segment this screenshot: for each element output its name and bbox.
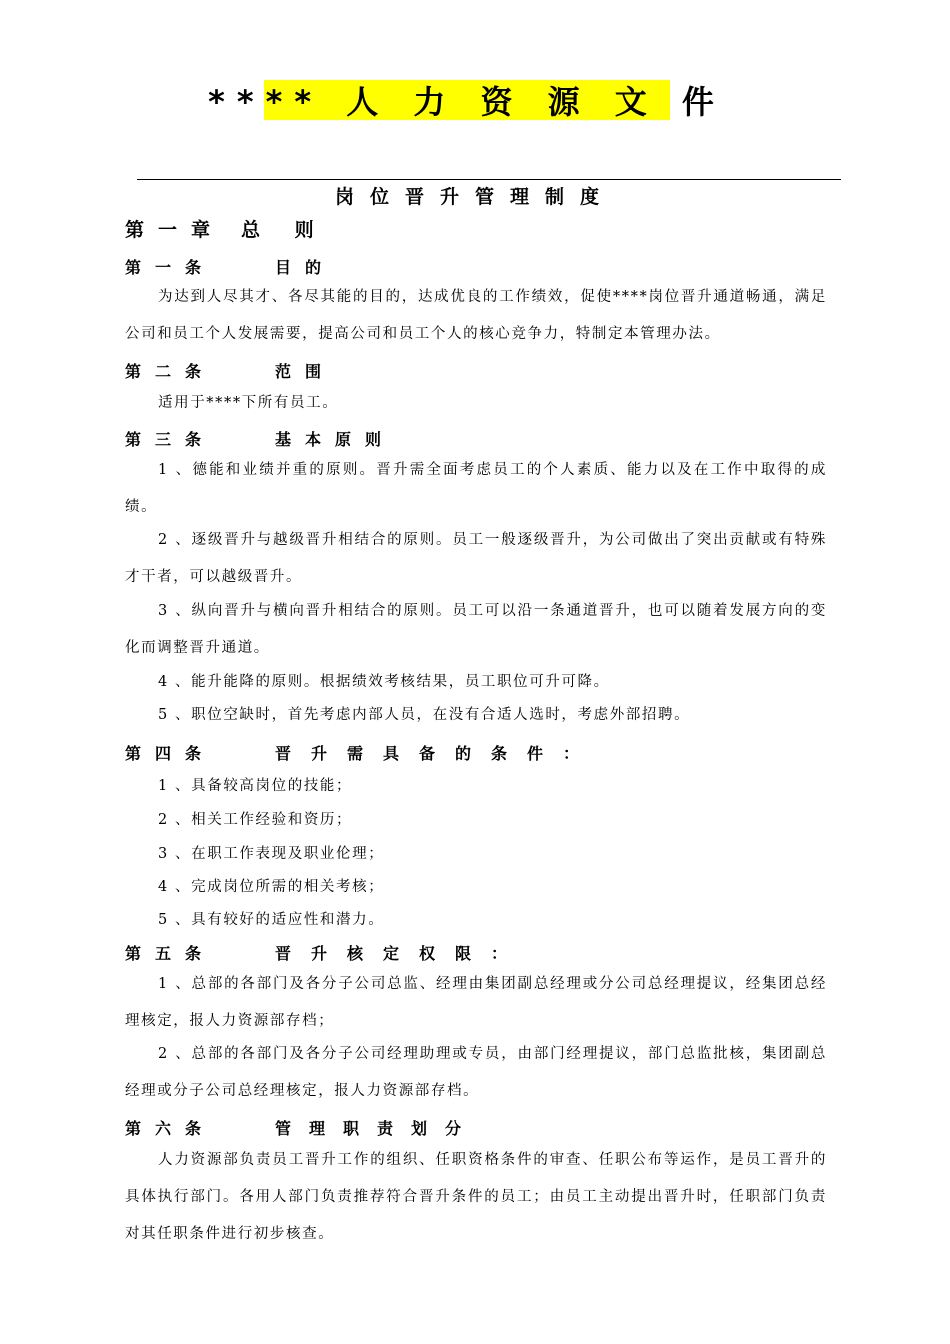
paragraph: 适用于****下所有员工。 [158,395,339,411]
list-item: 5 、具有较好的适应性和潜力。 [158,912,385,928]
banner-title: **** 人 力 资 源 文 件 [208,83,726,121]
list-item: 5 、职位空缺时，首先考虑内部人员，在没有合适人选时，考虑外部招聘。 [158,707,691,723]
article-label: 第一条 [125,258,216,277]
article-label: 第二条 [125,362,216,381]
article-heading [125,255,336,278]
article-heading [125,359,336,382]
article-label: 第四条 [125,744,216,763]
article-label: 第五条 [125,944,216,963]
article-title: 晋升需具备的条件： [275,744,600,763]
list-item: 2 、总部的各部门及各分子公司经理助理或专员，由部门经理提议，部门总监批核，集团副总经理或分子公司总经理核定，报人力资源部存档。 [125,1046,827,1099]
list-item: 2 、逐级晋升与越级晋升相结合的原则。员工一般逐级晋升，为公司做出了突出贡献或有特殊才干者，可以越级晋升。 [125,532,827,585]
article-title: 基本原则 [275,430,396,449]
header-banner [208,80,726,121]
list-item: 1 、总部的各部门及各分子公司总监、经理由集团副总经理或分公司总经理提议，经集团总经理核定，报人力资源部存档； [125,976,827,1029]
article-label: 第三条 [125,430,216,449]
article-heading [125,741,600,764]
list-item: 4 、能升能降的原则。根据绩效考核结果，员工职位可升可降。 [158,674,610,690]
chapter-label: 第一章 [125,219,225,241]
article-title: 晋升核定权限： [275,944,528,963]
list-item: 3 、纵向晋升与横向晋升相结合的原则。员工可以沿一条通道晋升，也可以随着发展方向的变化而调整晋升通道。 [125,603,827,656]
list-item: 2 、相关工作经验和资历； [158,812,353,828]
chapter-heading [125,215,328,242]
list-item: 1 、德能和业绩并重的原则。晋升需全面考虑员工的个人素质、能力以及在工作中取得的成绩。 [125,462,827,515]
document-title: 岗位晋升管理制度 [334,186,615,208]
article-heading [125,427,396,450]
article-title: 范围 [275,362,336,381]
article-heading [125,941,528,964]
list-item: 1 、具备较高岗位的技能； [158,778,353,794]
paragraph: 为达到人尽其才、各尽其能的目的，达成优良的工作绩效，促使****岗位晋升通道畅通，满足公司和员工个人发展需要，提高公司和员工个人的核心竞争力，特制定本管理办法。 [125,289,827,342]
article-title: 目的 [275,258,336,277]
article-title: 管理职责划分 [275,1119,480,1138]
list-item: 3 、在职工作表现及职业伦理； [158,846,385,862]
article-heading [125,1116,480,1139]
header-rule [137,179,841,180]
paragraph: 人力资源部负责员工晋升工作的组织、任职资格条件的审查、任职公布等运作，是员工晋升的具体执行部门。各用人部门负责推荐符合晋升条件的员工；由员工主动提出晋升时，任职部门负责对其任职条件进行初步核查。 [125,1152,827,1242]
list-item: 4 、完成岗位所需的相关考核； [158,879,385,895]
article-label: 第六条 [125,1119,216,1138]
chapter-title: 总 则 [241,219,328,241]
